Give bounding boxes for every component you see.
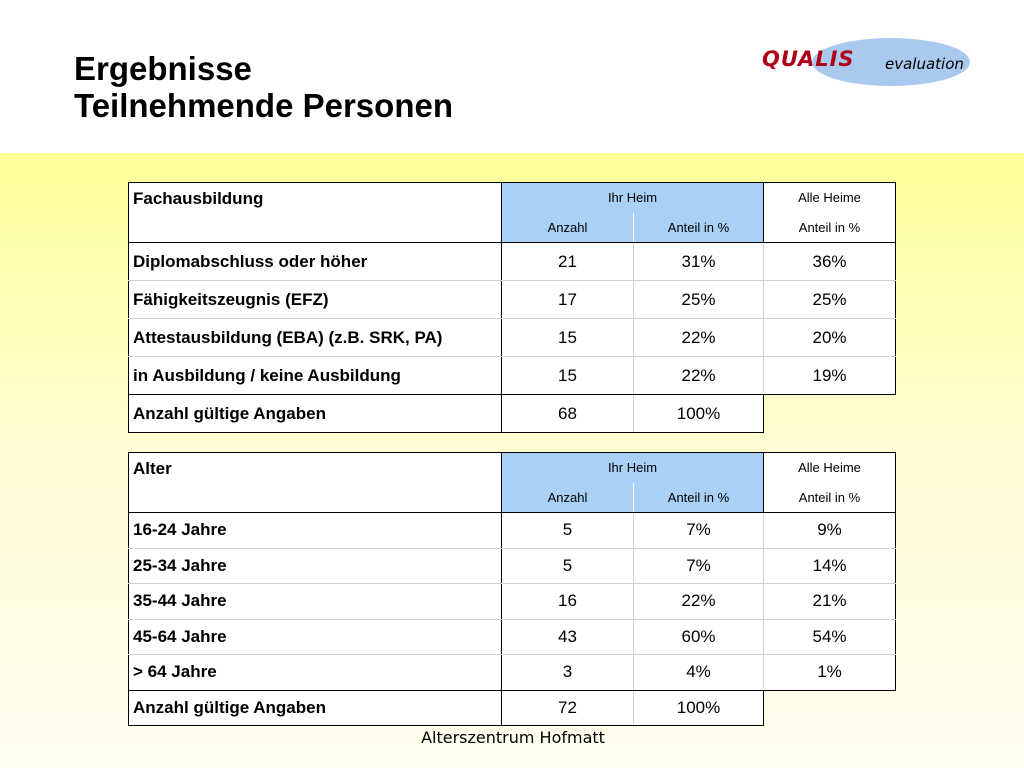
cell-anteil-alle: 1% bbox=[764, 655, 896, 691]
table-fachausbildung bbox=[128, 182, 896, 433]
page-title bbox=[74, 50, 453, 124]
row-label: 35-44 Jahre bbox=[129, 584, 502, 620]
table-row bbox=[129, 281, 896, 319]
cell-anteil-alle: 20% bbox=[764, 319, 896, 357]
cell-anteil-alle: 14% bbox=[764, 548, 896, 584]
cell-anteil: 4% bbox=[634, 655, 764, 691]
row-label: in Ausbildung / keine Ausbildung bbox=[129, 357, 502, 395]
title-line-1: Ergebnisse bbox=[74, 50, 252, 87]
table-alter bbox=[128, 452, 896, 726]
table-row bbox=[129, 548, 896, 584]
group-header-ihr-heim: Ihr Heim bbox=[502, 183, 764, 213]
table-row bbox=[129, 619, 896, 655]
table-row bbox=[129, 319, 896, 357]
footer-text: Alterszentrum Hofmatt bbox=[421, 728, 605, 747]
cell-anteil-alle: 9% bbox=[764, 513, 896, 549]
cell-anteil: 7% bbox=[634, 513, 764, 549]
group-header-alle-heime: Alle Heime bbox=[764, 183, 896, 213]
row-label: Fähigkeitszeugnis (EFZ) bbox=[129, 281, 502, 319]
total-label: Anzahl gültige Angaben bbox=[129, 690, 502, 726]
col-header-anzahl: Anzahl bbox=[502, 483, 634, 513]
total-label: Anzahl gültige Angaben bbox=[129, 395, 502, 433]
col-header-anteil-alle: Anteil in % bbox=[764, 483, 896, 513]
empty-cell bbox=[764, 690, 896, 726]
cell-anteil: 31% bbox=[634, 243, 764, 281]
cell-anzahl: 17 bbox=[502, 281, 634, 319]
table-row bbox=[129, 243, 896, 281]
cell-anzahl: 15 bbox=[502, 319, 634, 357]
total-anteil: 100% bbox=[634, 690, 764, 726]
row-label: 16-24 Jahre bbox=[129, 513, 502, 549]
cell-anteil: 22% bbox=[634, 319, 764, 357]
col-header-anteil: Anteil in % bbox=[634, 213, 764, 243]
table-row bbox=[129, 655, 896, 691]
cell-anteil-alle: 54% bbox=[764, 619, 896, 655]
cell-anteil-alle: 21% bbox=[764, 584, 896, 620]
row-label: > 64 Jahre bbox=[129, 655, 502, 691]
cell-anteil-alle: 36% bbox=[764, 243, 896, 281]
cell-anzahl: 16 bbox=[502, 584, 634, 620]
table-row bbox=[129, 513, 896, 549]
cell-anzahl: 43 bbox=[502, 619, 634, 655]
footer bbox=[0, 728, 1024, 747]
row-label: Diplomabschluss oder höher bbox=[129, 243, 502, 281]
row-label: 45-64 Jahre bbox=[129, 619, 502, 655]
table-row bbox=[129, 357, 896, 395]
col-header-anzahl: Anzahl bbox=[502, 213, 634, 243]
cell-anzahl: 21 bbox=[502, 243, 634, 281]
row-label: Attestausbildung (EBA) (z.B. SRK, PA) bbox=[129, 319, 502, 357]
total-anzahl: 68 bbox=[502, 395, 634, 433]
table-total-row bbox=[129, 690, 896, 726]
total-anzahl: 72 bbox=[502, 690, 634, 726]
cell-anzahl: 3 bbox=[502, 655, 634, 691]
row-label: 25-34 Jahre bbox=[129, 548, 502, 584]
col-header-anteil-alle: Anteil in % bbox=[764, 213, 896, 243]
cell-anteil: 22% bbox=[634, 357, 764, 395]
total-anteil: 100% bbox=[634, 395, 764, 433]
logo-subtitle: evaluation bbox=[885, 55, 964, 73]
qualis-logo bbox=[752, 38, 992, 88]
logo-brand: QUALIS bbox=[762, 47, 855, 71]
cell-anteil-alle: 25% bbox=[764, 281, 896, 319]
cell-anteil: 60% bbox=[634, 619, 764, 655]
table-total-row bbox=[129, 395, 896, 433]
table-label: Fachausbildung bbox=[129, 183, 502, 243]
title-line-2: Teilnehmende Personen bbox=[74, 87, 453, 124]
col-header-anteil: Anteil in % bbox=[634, 483, 764, 513]
cell-anteil: 25% bbox=[634, 281, 764, 319]
cell-anzahl: 5 bbox=[502, 548, 634, 584]
empty-cell bbox=[764, 395, 896, 433]
table-row bbox=[129, 584, 896, 620]
group-header-alle-heime: Alle Heime bbox=[764, 453, 896, 483]
cell-anteil: 22% bbox=[634, 584, 764, 620]
table-label: Alter bbox=[129, 453, 502, 513]
cell-anteil-alle: 19% bbox=[764, 357, 896, 395]
cell-anzahl: 15 bbox=[502, 357, 634, 395]
group-header-ihr-heim: Ihr Heim bbox=[502, 453, 764, 483]
cell-anzahl: 5 bbox=[502, 513, 634, 549]
cell-anteil: 7% bbox=[634, 548, 764, 584]
